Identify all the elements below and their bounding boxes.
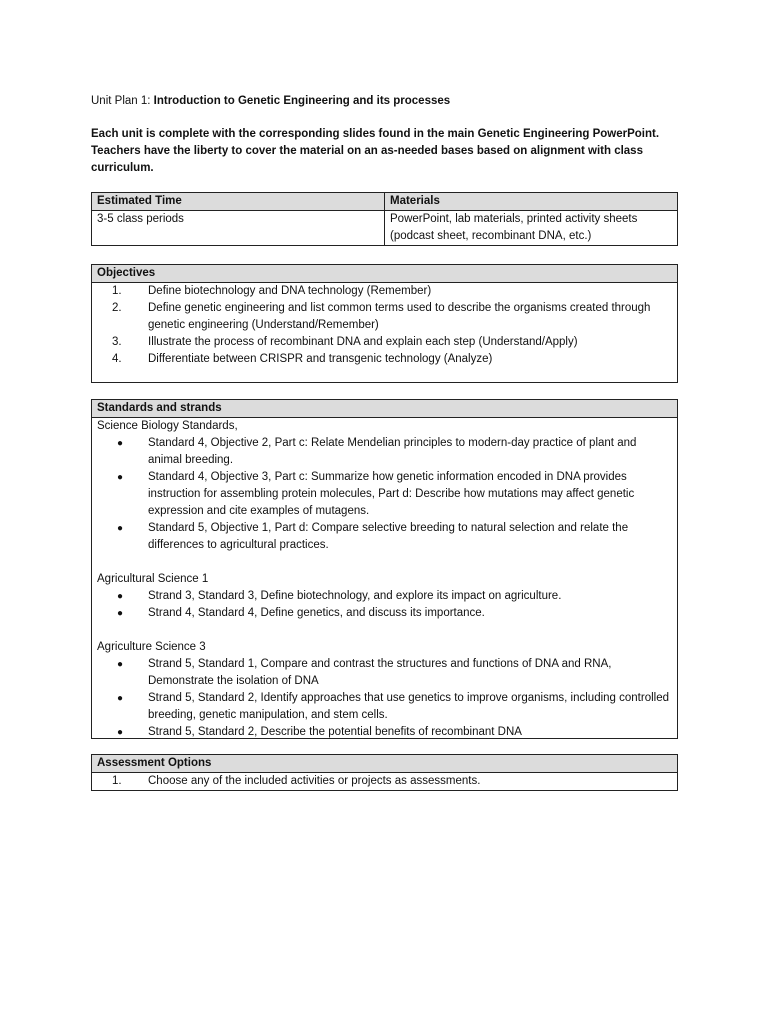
standards-heading: Standards and strands: [92, 400, 677, 418]
bullet-icon: ●: [117, 727, 124, 738]
item-text: Choose any of the included activities or projects as assessments.: [148, 775, 481, 787]
item-text: Strand 4, Standard 4, Define genetics, and discuss its importance.: [148, 607, 485, 619]
table-header-row: [92, 193, 678, 211]
item-number: 2.: [112, 302, 122, 314]
list-item: [112, 300, 672, 334]
title-prefix: Unit Plan 1:: [91, 95, 154, 107]
estimated-time-value: 3-5 class periods: [92, 211, 385, 246]
list-item: [117, 724, 672, 741]
list-item: [112, 334, 672, 351]
assessment-heading: Assessment Options: [92, 755, 677, 773]
objectives-list: [97, 283, 672, 368]
list-item: [117, 588, 672, 605]
bullet-icon: ●: [117, 523, 124, 534]
item-text: Strand 3, Standard 3, Define biotechnology, and explore its impact on agriculture.: [148, 590, 562, 602]
standards-list: [97, 656, 672, 741]
bullet-icon: ●: [117, 693, 124, 704]
item-text: Differentiate between CRISPR and transgenic technology (Analyze): [148, 353, 493, 365]
standards-box: [91, 399, 678, 739]
item-text: Illustrate the process of recombinant DNA and explain each step (Understand/Apply): [148, 336, 578, 348]
item-text: Strand 5, Standard 2, Describe the potential benefits of recombinant DNA: [148, 726, 522, 738]
item-text: Define biotechnology and DNA technology (Remember): [148, 285, 432, 297]
standards-group-label: Agricultural Science 1: [97, 573, 209, 585]
bullet-icon: ●: [117, 438, 124, 449]
objectives-box: [91, 264, 678, 383]
table-row: [92, 211, 678, 246]
item-text: Strand 5, Standard 1, Compare and contrast the structures and functions of DNA and RNA, Demonstrate the isolation of DNA: [148, 658, 612, 687]
bullet-icon: ●: [117, 659, 124, 670]
assessment-list: [97, 773, 672, 790]
standards-group-label: Agriculture Science 3: [97, 641, 206, 653]
bullet-icon: ●: [117, 591, 124, 602]
item-text: Define genetic engineering and list common terms used to describe the organisms created through genetic engineering (Understand/Remember): [148, 302, 651, 331]
list-item: [117, 656, 672, 690]
bullet-icon: ●: [117, 608, 124, 619]
materials-value: PowerPoint, lab materials, printed activity sheets (podcast sheet, recombinant DNA, etc.): [385, 211, 678, 246]
estimated-time-header: Estimated Time: [92, 193, 385, 211]
list-item: [117, 605, 672, 622]
bullet-icon: ●: [117, 472, 124, 483]
unit-plan-title: [91, 93, 450, 110]
objectives-heading: Objectives: [92, 265, 677, 283]
list-item: [117, 690, 672, 724]
item-text: Strand 5, Standard 2, Identify approaches that use genetics to improve organisms, including controlled breeding, genetic manipulation, and stem cells.: [148, 692, 669, 721]
list-item: [117, 435, 672, 469]
list-item: [112, 773, 672, 790]
list-item: [112, 351, 672, 368]
item-number: 1.: [112, 775, 122, 787]
assessment-box: [91, 754, 678, 791]
item-text: Standard 5, Objective 1, Part d: Compare selective breeding to natural selection and relate the differences to agricultural practices.: [148, 522, 629, 551]
time-materials-table: [91, 192, 678, 246]
item-number: 3.: [112, 336, 122, 348]
title-main: Introduction to Genetic Engineering and its processes: [153, 95, 451, 107]
standards-list: [97, 588, 672, 622]
materials-header: Materials: [385, 193, 678, 211]
list-item: [117, 520, 672, 554]
item-number: 1.: [112, 285, 122, 297]
item-text: Standard 4, Objective 3, Part c: Summarize how genetic information encoded in DNA provides instruction for assembling protein molecules, Part d: Describe how mutations may affect genetic expression and cite examples of mutagens.: [148, 471, 635, 517]
standards-list: [97, 435, 672, 554]
list-item: [112, 283, 672, 300]
item-number: 4.: [112, 353, 122, 365]
list-item: [117, 469, 672, 520]
standards-group-label: Science Biology Standards,: [97, 420, 238, 432]
item-text: Standard 4, Objective 2, Part c: Relate Mendelian principles to modern-day practice of plant and animal breeding.: [148, 437, 637, 466]
intro-paragraph: Each unit is complete with the corresponding slides found in the main Genetic Engineering PowerPoint. Teachers have the liberty to cover the material on an as-needed bases based on alignment with class curriculum.: [91, 128, 660, 174]
